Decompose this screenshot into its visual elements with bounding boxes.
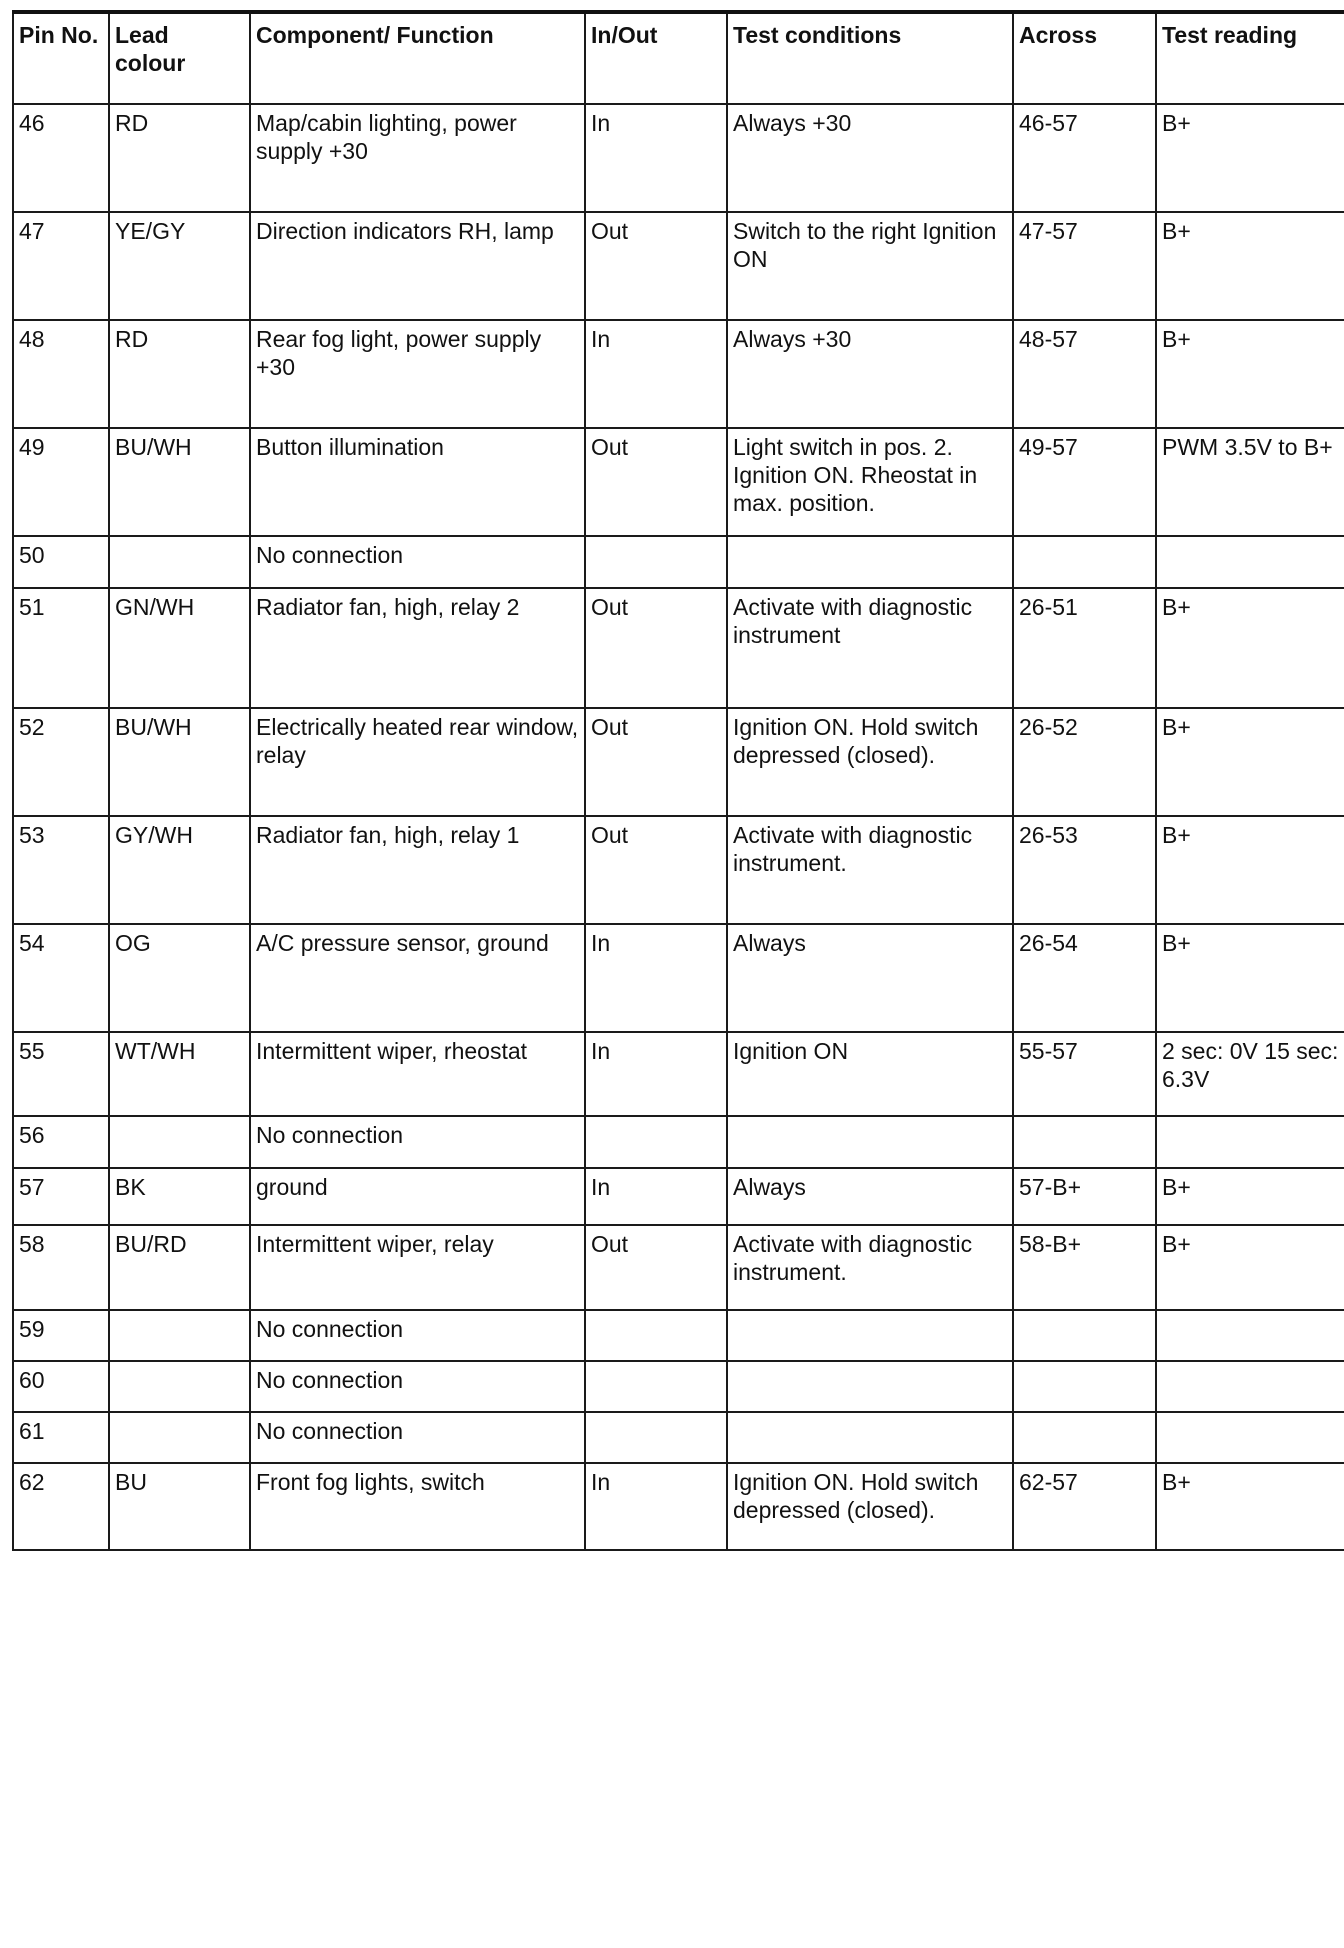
cell-lead-colour: BK — [109, 1168, 250, 1225]
cell-test-conditions: Always — [727, 1168, 1013, 1225]
header-pin: Pin No. — [13, 12, 109, 104]
cell-in-out: Out — [585, 588, 727, 708]
cell-lead-colour — [109, 1412, 250, 1463]
header-row — [13, 12, 1344, 104]
cell-lead-colour: BU/WH — [109, 708, 250, 816]
cell-in-out — [585, 1361, 727, 1412]
cell-test-conditions: Always +30 — [727, 320, 1013, 428]
cell-component: Intermittent wiper, rheostat — [250, 1032, 585, 1116]
cell-test-reading: B+ — [1156, 708, 1344, 816]
cell-pin: 60 — [13, 1361, 109, 1412]
cell-across: 58-B+ — [1013, 1225, 1156, 1310]
cell-across: 47-57 — [1013, 212, 1156, 320]
cell-test-reading: B+ — [1156, 816, 1344, 924]
cell-in-out: Out — [585, 708, 727, 816]
cell-test-conditions — [727, 1116, 1013, 1168]
cell-test-reading — [1156, 536, 1344, 588]
cell-test-conditions: Ignition ON — [727, 1032, 1013, 1116]
cell-lead-colour: RD — [109, 104, 250, 212]
cell-test-reading — [1156, 1361, 1344, 1412]
cell-component: No connection — [250, 1412, 585, 1463]
cell-across — [1013, 1412, 1156, 1463]
cell-test-conditions: Ignition ON. Hold switch depressed (closed). — [727, 708, 1013, 816]
header-lead-colour: Lead colour — [109, 12, 250, 104]
cell-pin: 54 — [13, 924, 109, 1032]
cell-across: 49-57 — [1013, 428, 1156, 536]
table-row — [13, 924, 1344, 1032]
table-row — [13, 1463, 1344, 1550]
cell-pin: 59 — [13, 1310, 109, 1361]
cell-across — [1013, 1361, 1156, 1412]
cell-test-reading: B+ — [1156, 1225, 1344, 1310]
table-row — [13, 104, 1344, 212]
cell-component: No connection — [250, 1310, 585, 1361]
cell-component: A/C pressure sensor, ground — [250, 924, 585, 1032]
cell-lead-colour: BU/WH — [109, 428, 250, 536]
table-row — [13, 212, 1344, 320]
table-row — [13, 816, 1344, 924]
cell-test-reading: 2 sec: 0V 15 sec: 6.3V — [1156, 1032, 1344, 1116]
cell-lead-colour: BU/RD — [109, 1225, 250, 1310]
cell-component: No connection — [250, 1116, 585, 1168]
cell-test-reading — [1156, 1310, 1344, 1361]
cell-pin: 47 — [13, 212, 109, 320]
table-row — [13, 1361, 1344, 1412]
cell-test-reading — [1156, 1116, 1344, 1168]
cell-test-reading: B+ — [1156, 212, 1344, 320]
cell-in-out: In — [585, 924, 727, 1032]
cell-in-out: In — [585, 1168, 727, 1225]
cell-component: Rear fog light, power supply +30 — [250, 320, 585, 428]
cell-pin: 50 — [13, 536, 109, 588]
cell-in-out: Out — [585, 816, 727, 924]
table-row — [13, 1310, 1344, 1361]
cell-lead-colour — [109, 1361, 250, 1412]
cell-lead-colour: RD — [109, 320, 250, 428]
cell-test-reading — [1156, 1412, 1344, 1463]
cell-test-conditions: Activate with diagnostic instrument. — [727, 1225, 1013, 1310]
cell-test-reading: B+ — [1156, 320, 1344, 428]
table-row — [13, 708, 1344, 816]
cell-pin: 62 — [13, 1463, 109, 1550]
cell-lead-colour — [109, 536, 250, 588]
cell-pin: 48 — [13, 320, 109, 428]
cell-in-out: Out — [585, 428, 727, 536]
cell-in-out — [585, 536, 727, 588]
cell-across: 62-57 — [1013, 1463, 1156, 1550]
header-in-out: In/Out — [585, 12, 727, 104]
cell-pin: 61 — [13, 1412, 109, 1463]
header-component: Component/ Function — [250, 12, 585, 104]
cell-component: No connection — [250, 1361, 585, 1412]
cell-lead-colour — [109, 1116, 250, 1168]
cell-across: 48-57 — [1013, 320, 1156, 428]
cell-test-conditions: Activate with diagnostic instrument. — [727, 816, 1013, 924]
cell-lead-colour: WT/WH — [109, 1032, 250, 1116]
cell-component: ground — [250, 1168, 585, 1225]
table-row — [13, 536, 1344, 588]
cell-in-out: In — [585, 320, 727, 428]
cell-component: Radiator fan, high, relay 1 — [250, 816, 585, 924]
table-row — [13, 320, 1344, 428]
table-row — [13, 1168, 1344, 1225]
cell-pin: 52 — [13, 708, 109, 816]
table-row — [13, 1116, 1344, 1168]
cell-test-reading: B+ — [1156, 1463, 1344, 1550]
document-page — [12, 10, 1344, 1948]
cell-in-out — [585, 1310, 727, 1361]
table-body — [13, 104, 1344, 1550]
cell-component: Electrically heated rear window, relay — [250, 708, 585, 816]
cell-lead-colour: GY/WH — [109, 816, 250, 924]
cell-component: Map/cabin lighting, power supply +30 — [250, 104, 585, 212]
cell-component: Direction indicators RH, lamp — [250, 212, 585, 320]
cell-in-out: In — [585, 1032, 727, 1116]
cell-lead-colour — [109, 1310, 250, 1361]
cell-pin: 55 — [13, 1032, 109, 1116]
cell-test-conditions: Always +30 — [727, 104, 1013, 212]
cell-lead-colour: YE/GY — [109, 212, 250, 320]
cell-in-out — [585, 1412, 727, 1463]
cell-across: 26-51 — [1013, 588, 1156, 708]
cell-test-reading: B+ — [1156, 588, 1344, 708]
header-test-conditions: Test conditions — [727, 12, 1013, 104]
cell-test-conditions — [727, 1310, 1013, 1361]
cell-test-conditions: Switch to the right Ignition ON — [727, 212, 1013, 320]
cell-across — [1013, 1310, 1156, 1361]
cell-pin: 56 — [13, 1116, 109, 1168]
cell-component: Intermittent wiper, relay — [250, 1225, 585, 1310]
cell-across: 26-53 — [1013, 816, 1156, 924]
cell-in-out: In — [585, 1463, 727, 1550]
cell-component: Front fog lights, switch — [250, 1463, 585, 1550]
cell-across: 46-57 — [1013, 104, 1156, 212]
cell-test-reading: B+ — [1156, 104, 1344, 212]
table-row — [13, 588, 1344, 708]
cell-pin: 49 — [13, 428, 109, 536]
cell-pin: 53 — [13, 816, 109, 924]
cell-lead-colour: BU — [109, 1463, 250, 1550]
table-row — [13, 428, 1344, 536]
cell-test-reading: B+ — [1156, 1168, 1344, 1225]
cell-pin: 46 — [13, 104, 109, 212]
cell-test-conditions — [727, 1361, 1013, 1412]
cell-pin: 51 — [13, 588, 109, 708]
cell-test-conditions — [727, 1412, 1013, 1463]
cell-across: 26-52 — [1013, 708, 1156, 816]
cell-component: Radiator fan, high, relay 2 — [250, 588, 585, 708]
cell-test-conditions — [727, 536, 1013, 588]
table-row — [13, 1225, 1344, 1310]
table-row — [13, 1412, 1344, 1463]
cell-lead-colour: OG — [109, 924, 250, 1032]
cell-across: 26-54 — [1013, 924, 1156, 1032]
cell-component: Button illumination — [250, 428, 585, 536]
cell-across: 57-B+ — [1013, 1168, 1156, 1225]
cell-across — [1013, 1116, 1156, 1168]
pin-table — [12, 10, 1344, 1551]
header-test-reading: Test reading — [1156, 12, 1344, 104]
cell-in-out: In — [585, 104, 727, 212]
cell-across — [1013, 536, 1156, 588]
cell-pin: 57 — [13, 1168, 109, 1225]
cell-test-conditions: Ignition ON. Hold switch depressed (closed). — [727, 1463, 1013, 1550]
cell-test-conditions: Activate with diagnostic instrument — [727, 588, 1013, 708]
cell-pin: 58 — [13, 1225, 109, 1310]
table-header — [13, 12, 1344, 104]
cell-across: 55-57 — [1013, 1032, 1156, 1116]
cell-in-out — [585, 1116, 727, 1168]
cell-in-out: Out — [585, 212, 727, 320]
cell-test-conditions: Light switch in pos. 2. Ignition ON. Rheostat in max. position. — [727, 428, 1013, 536]
header-across: Across — [1013, 12, 1156, 104]
cell-test-reading: PWM 3.5V to B+ — [1156, 428, 1344, 536]
cell-in-out: Out — [585, 1225, 727, 1310]
cell-component: No connection — [250, 536, 585, 588]
table-row — [13, 1032, 1344, 1116]
cell-test-conditions: Always — [727, 924, 1013, 1032]
cell-lead-colour: GN/WH — [109, 588, 250, 708]
cell-test-reading: B+ — [1156, 924, 1344, 1032]
